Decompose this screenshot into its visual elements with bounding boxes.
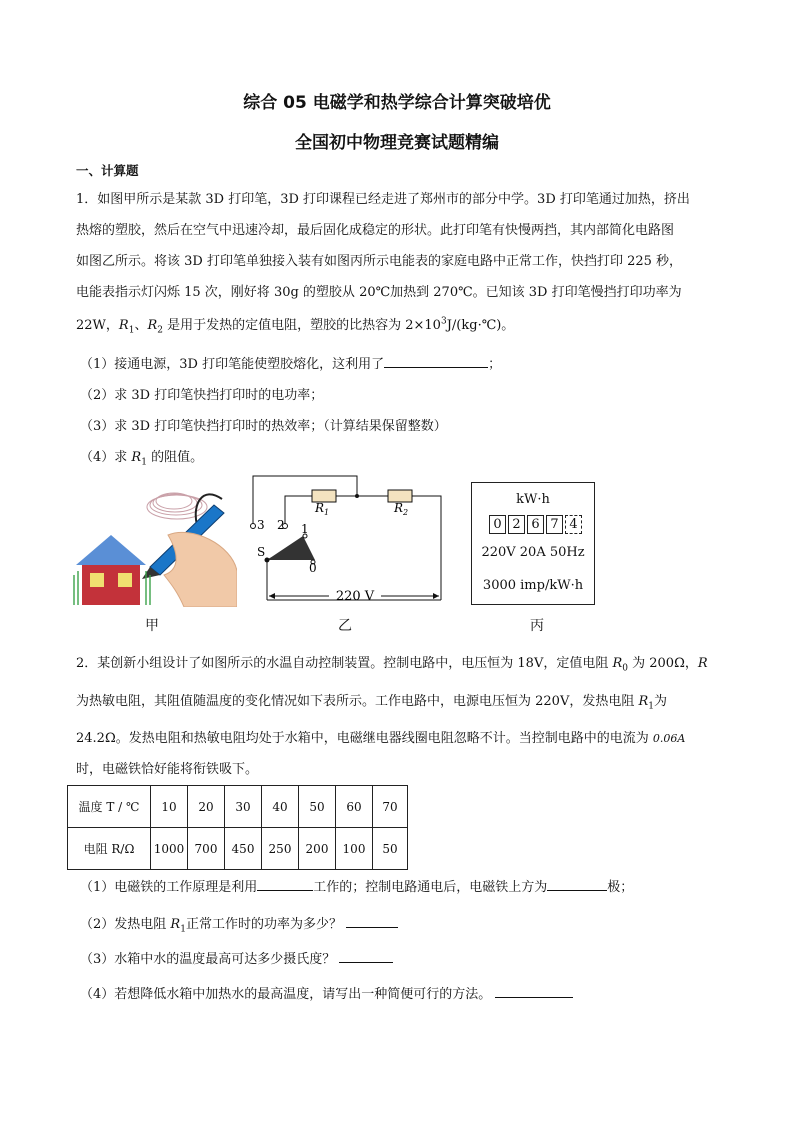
answer-blank[interactable] xyxy=(547,877,607,891)
table-cell: 10 xyxy=(151,786,188,828)
q2-text-line: 时，电磁铁恰好能将衔铁吸下。 xyxy=(76,762,259,777)
meter-unit: kW·h xyxy=(516,492,550,507)
table-row xyxy=(68,786,408,828)
table-header-cell: 温度 T / ℃ xyxy=(68,786,151,828)
table-header-cell: 电阻 R/Ω xyxy=(68,828,151,870)
q2-subquestion-2: （2）发热电阻 $R_1$正常工作时的功率为多少？ xyxy=(80,913,398,935)
q2-subquestion-1: （1）电磁铁的工作原理是利用 工作的；控制电路通电后，电磁铁上方为 极； xyxy=(80,876,633,895)
meter-digit: 6 xyxy=(527,515,544,534)
document-subtitle: 全国初中物理竞赛试题精编 xyxy=(295,133,499,153)
meter-digit: 0 xyxy=(489,515,506,534)
meter-digit: 7 xyxy=(546,515,563,534)
answer-blank[interactable] xyxy=(339,949,393,963)
table-cell: 30 xyxy=(225,786,262,828)
q2-text-line: 为热敏电阻，其阻值随温度的变化情况如下表所示。工作电路中，电源电压恒为 220V，发热电阻 $R_1$为 xyxy=(76,694,668,712)
caption-yi: 乙 xyxy=(338,618,352,634)
meter-digits xyxy=(489,515,582,534)
r1-label: $R_1$ xyxy=(315,501,330,517)
table-cell: 700 xyxy=(188,828,225,870)
figure-3d-pen-photo xyxy=(72,475,237,607)
table-cell: 20 xyxy=(188,786,225,828)
table-cell: 450 xyxy=(225,828,262,870)
table-cell: 40 xyxy=(262,786,299,828)
q2-text-line: 24.2Ω。发热电阻和热敏电阻均处于水箱中，电磁继电器线圈电阻忽略不计。当控制电路中的电流为 0.06A xyxy=(76,731,686,746)
temperature-resistance-table xyxy=(67,785,408,870)
answer-blank[interactable] xyxy=(384,354,488,368)
voltage-label: 220 V xyxy=(335,589,375,604)
meter-spec: 220V 20A 50Hz xyxy=(481,545,585,560)
r2-label: $R_2$ xyxy=(394,501,409,517)
meter-digit-decimal: 4 xyxy=(565,515,582,534)
meter-imp: 3000 imp/kW·h xyxy=(482,578,584,593)
table-cell: 200 xyxy=(299,828,336,870)
q1-text-line: 22W，$R_1$、$R_2$ 是用于发热的定值电阻，塑胶的比热容为 $2\times 10^3J/(kg\cdot℃)$。 xyxy=(76,316,515,336)
table-cell: 100 xyxy=(336,828,373,870)
table-cell: 1000 xyxy=(151,828,188,870)
q2-subquestion-3: （3）水箱中水的温度最高可达多少摄氏度？ xyxy=(80,948,393,967)
table-cell: 70 xyxy=(373,786,408,828)
caption-bing: 丙 xyxy=(530,618,544,634)
terminal-1-label: 1 xyxy=(301,522,309,536)
terminal-0-label: 0 xyxy=(309,561,317,575)
q2-text-line: 2．某创新小组设计了如图所示的水温自动控制装置。控制电路中，电压恒为 18V，定值电阻 $R_0$ 为 200Ω，R xyxy=(76,656,708,674)
answer-blank[interactable] xyxy=(495,984,573,998)
terminal-2-label: 2 xyxy=(277,518,285,532)
q1-text-line: 热熔的塑胶，然后在空气中迅速冷却，最后固化成稳定的形状。此打印笔有快慢两挡，其内部简化电路图 xyxy=(76,223,675,238)
figure-circuit-diagram xyxy=(245,472,450,608)
meter-digit: 2 xyxy=(508,515,525,534)
q2-subquestion-4: （4）若想降低水箱中加热水的最高温度，请写出一种简便可行的方法。 xyxy=(80,983,573,1002)
q1-text-line: 电能表指示灯闪烁 15 次，刚好将 30g 的塑胶从 20℃加热到 270℃。已知该 3D 打印笔慢挡打印功率为 xyxy=(76,285,682,300)
q1-subquestion-4: （4）求 $R_1$ 的阻值。 xyxy=(80,450,204,468)
q1-subquestion-3: （3）求 3D 打印笔快挡打印时的热效率；（计算结果保留整数） xyxy=(80,419,447,434)
document-title: 综合 05 电磁学和热学综合计算突破培优 xyxy=(243,93,551,113)
switch-label: S xyxy=(257,545,266,559)
table-cell: 50 xyxy=(299,786,336,828)
q1-text-line: 1．如图甲所示是某款 3D 打印笔，3D 打印课程已经走进了郑州市的部分中学。3D 打印笔通过加热，挤出 xyxy=(76,192,690,207)
table-cell: 60 xyxy=(336,786,373,828)
section-heading: 一、计算题 xyxy=(76,163,139,178)
table-cell: 250 xyxy=(262,828,299,870)
table-cell: 50 xyxy=(373,828,408,870)
figure-electricity-meter xyxy=(471,482,595,605)
answer-blank[interactable] xyxy=(257,877,313,891)
answer-blank[interactable] xyxy=(346,914,398,928)
terminal-3-label: 3 xyxy=(257,518,265,532)
caption-jia: 甲 xyxy=(145,618,159,634)
q1-text-line: 如图乙所示。将该 3D 打印笔单独接入装有如图丙所示电能表的家庭电路中正常工作，快挡打印 225 秒， xyxy=(76,254,683,269)
q1-subquestion-2: （2）求 3D 打印笔快挡打印时的电功率； xyxy=(80,388,324,403)
table-row xyxy=(68,828,408,870)
q1-subquestion-1: （1）接通电源，3D 打印笔能使塑胶熔化，这利用了 ； xyxy=(80,353,501,372)
